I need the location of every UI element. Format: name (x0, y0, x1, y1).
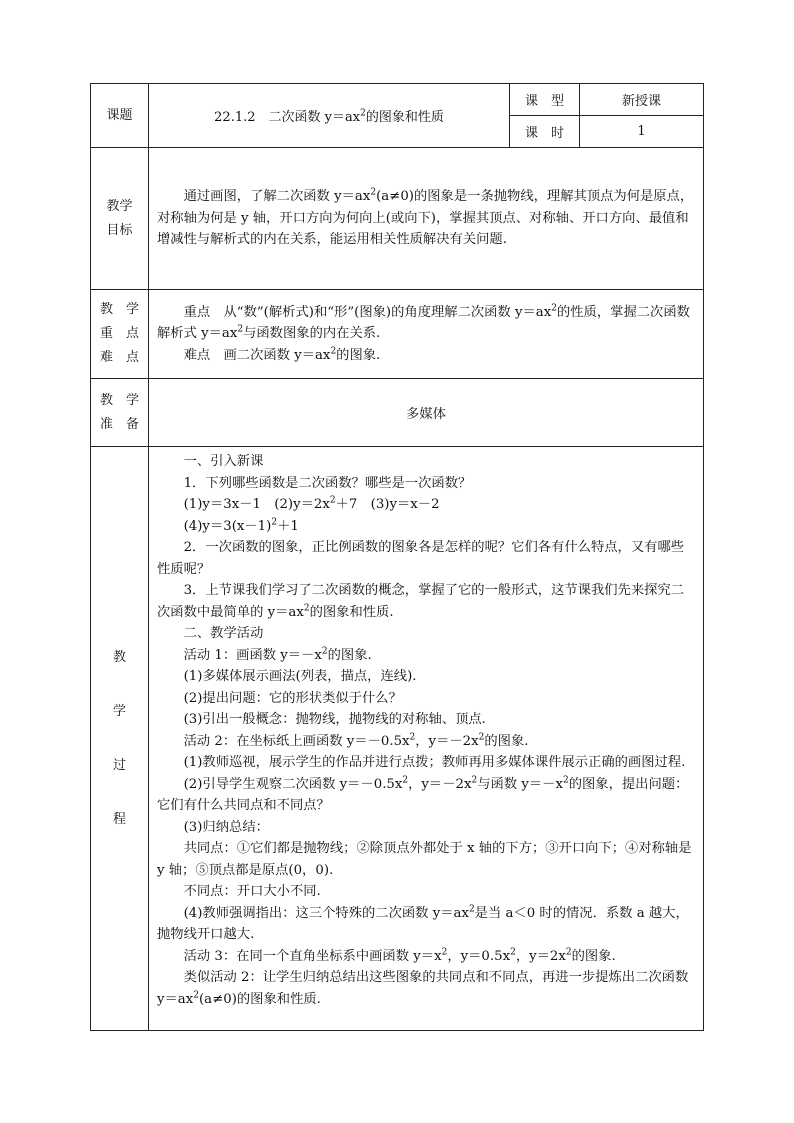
goals-label: 教学 目标 (91, 148, 149, 290)
goals-row (91, 148, 704, 290)
lesson-type-label: 课 型 (510, 84, 580, 116)
keypoints-label: 教 学 重 点 难 点 (91, 290, 149, 379)
process-label: 教 学 过 程 (91, 447, 149, 1031)
prep-label: 教 学 准 备 (91, 379, 149, 447)
lesson-hours-label: 课 时 (510, 116, 580, 148)
goals-text: 通过画图，了解二次函数 $y=ax^2(a\ne 0)$的图象是一条抛物线，理解其顶点为何是原点，对称轴为何是 y 轴，开口方向为何向上(或向下)，掌握其顶点、对称轴、开口方向、最值和增减性与解析式的内在关系，能运用相关性质解决有关问题. (149, 148, 704, 290)
lesson-plan-table (90, 83, 704, 1031)
prep-value: 多媒体 (149, 379, 704, 447)
header-row-1 (91, 84, 704, 116)
lesson-type-value: 新授课 (580, 84, 704, 116)
topic-label: 课题 (91, 84, 149, 148)
keypoints-row (91, 290, 704, 379)
keypoints-text: 重点 从“数”(解析式)和“形”(图象)的角度理解二次函数 $y=ax^2$的性质，掌握二次函数解析式 $y=ax^2$与函数图象的内在关系. 难点 画二次函数 $y=ax^2$的图象. (149, 290, 704, 379)
process-row (91, 447, 704, 1031)
topic-title: 22.1.2 二次函数 $y=ax^2$的图象和性质 (149, 84, 510, 148)
prep-row (91, 379, 704, 447)
process-text: 一、引入新课 1．下列哪些函数是二次函数？哪些是一次函数？ (1)y＝3x－1 $(2)y=2x^2+7$ (3)y＝x－2 $(4)y=3(x-1)^2+1$ 2．一次函数的图象，正比例函数的图象各是怎样的呢？它们各有什么特点，又有哪些性质呢？ 3．上节课我们学习了二次函数的概念，掌握了它的一般形式，这节课我们先来探究二次函数中最简单的 $y=ax^2$的图象和性质. 二、教学活动 活动 1：画函数 $y=-x^2$的图象. (1)多媒体展示画法(列表，描点，连线). (2)提出问题：它的形状类似于什么？ (3)引出一般概念：抛物线，抛物线的对称轴、顶点. 活动 2：在坐标纸上画函数 $y=-0.5x^2$，$y=-2x^2$的图象. (1)教师巡视，展示学生的作品并进行点拨；教师再用多媒体课件展示正确的画图过程. (2)引导学生观察二次函数 $y=-0.5x^2$，$y=-2x^2$与函数 $y=-x^2$的图象，提出问题：它们有什么共同点和不同点？ (3)归纳总结： 共同点：①它们都是抛物线；②除顶点外都处于 x 轴的下方；③开口向下；④对称轴是 y 轴；⑤顶点都是原点(0，0). 不同点：开口大小不同. (4)教师强调指出：这三个特殊的二次函数 $y=ax^2$是当 a＜0 时的情况．系数 a 越大，抛物线开口越大. 活动 3：在同一个直角坐标系中画函数 $y=x^2$，$y=0.5x^2$，$y=2x^2$的图象. 类似活动 2：让学生归纳总结出这些图象的共同点和不同点，再进一步提炼出二次函数 $y=ax^2(a\ne 0)$的图象和性质. (149, 447, 704, 1031)
lesson-hours-value: 1 (580, 116, 704, 148)
